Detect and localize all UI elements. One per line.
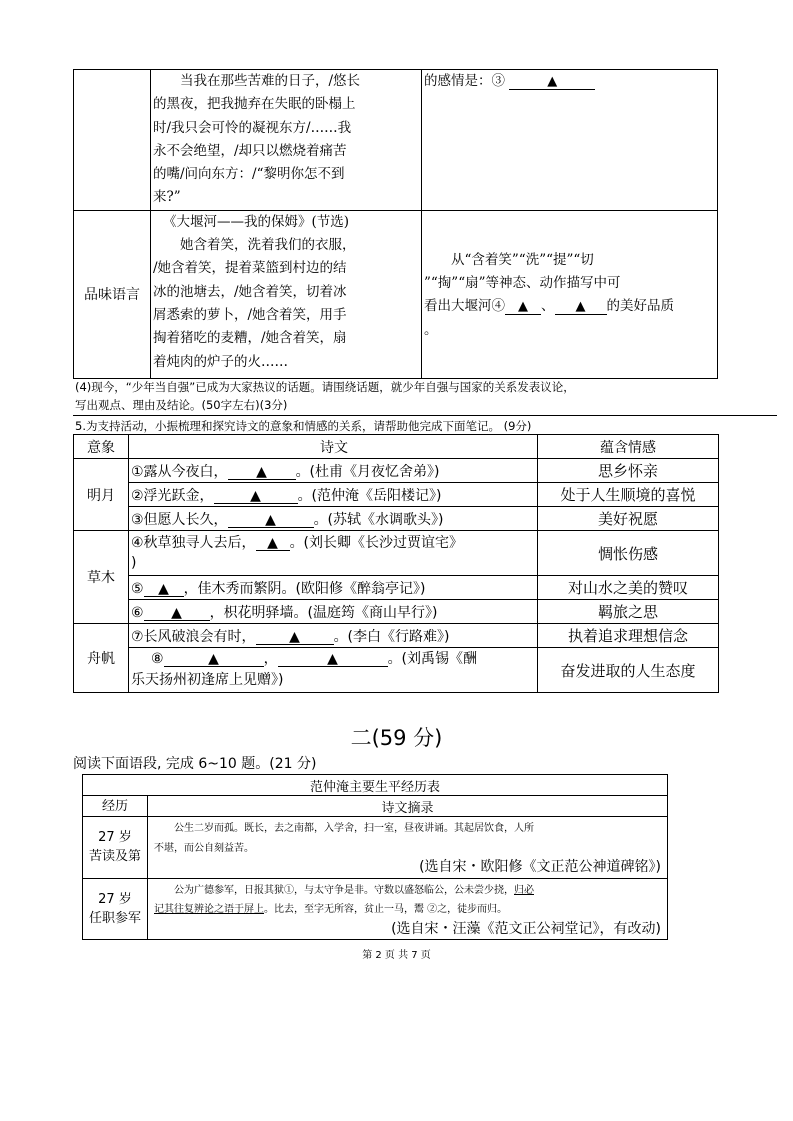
analysis-cell xyxy=(422,210,718,378)
triangle-icon: ▲ xyxy=(518,299,528,315)
poem-line: 掏着猪吃的麦糟，/她含着笑，扇 xyxy=(153,330,347,347)
col-header: 经历 xyxy=(83,796,148,817)
table-row xyxy=(74,459,719,483)
poem-text: 。(李白《行路难》) xyxy=(333,628,450,645)
emotion-cell: 奋发进取的人生态度 xyxy=(538,648,719,693)
excerpt-line: 公生二岁而孤。既长，去之南都，入学舍，扫一室，昼夜讲诵。其起居饮食，人所 xyxy=(174,823,534,834)
triangle-icon: ▲ xyxy=(208,651,219,667)
poem-text: ， xyxy=(263,651,278,667)
poem-line: 着炖肉的炉子的火…… xyxy=(153,353,288,370)
experience-cell xyxy=(83,878,148,940)
table-row xyxy=(74,210,718,378)
underlined-text: 归必 xyxy=(514,884,534,896)
triangle-icon: ▲ xyxy=(171,604,182,621)
poem-line: 时/我只会可怜的凝视东方/……我 xyxy=(153,119,352,136)
table-row xyxy=(83,878,668,940)
poem-cell xyxy=(129,531,538,576)
poem-cell xyxy=(129,507,538,531)
triangle-icon: ▲ xyxy=(265,511,276,528)
poem-text: 。(范仲淹《岳阳楼记》) xyxy=(297,487,442,504)
table-row xyxy=(74,576,719,600)
excerpt-line xyxy=(154,881,661,901)
triangle-icon: ▲ xyxy=(250,487,261,504)
answer-blank[interactable] xyxy=(164,652,264,667)
poem-title: 《大堰河——我的保姆》(节选) xyxy=(163,213,350,230)
table-header-row xyxy=(74,435,719,459)
triangle-icon: ▲ xyxy=(289,628,300,645)
poem-text: ，佳木秀而繁阴。(欧阳修《醉翁亭记》) xyxy=(183,580,426,597)
poem-text: ⑤ xyxy=(131,580,144,597)
analysis-text: 的感情是：③ xyxy=(424,73,505,89)
q5-table xyxy=(73,434,719,693)
answer-blank[interactable] xyxy=(256,536,290,551)
underlined-text: 记其往复辨论之语于屏上 xyxy=(154,904,264,915)
poem-text: ①露从今夜白， xyxy=(131,463,228,480)
analysis-text: 看出大堰河④ xyxy=(424,298,505,315)
table-row xyxy=(83,817,668,879)
page-footer: 第 2 页 共 7 页 xyxy=(362,950,431,961)
table-row xyxy=(74,531,719,576)
answer-blank[interactable] xyxy=(278,652,388,667)
col-header: 诗文 xyxy=(129,435,538,459)
poem-line: 屑悉索的萝卜，/她含着笑，用手 xyxy=(153,306,347,323)
answer-blank[interactable] xyxy=(144,582,184,597)
section-instruction: 阅读下面语段, 完成 6~10 题。(21 分) xyxy=(73,756,317,772)
triangle-icon: ▲ xyxy=(158,580,169,597)
poem-text: 。(苏轼《水调歌头》) xyxy=(313,511,444,528)
triangle-icon: ▲ xyxy=(327,651,338,667)
poem-cell xyxy=(151,70,422,211)
excerpt-line: 不堪，而公自刻益苦。 xyxy=(154,842,254,854)
answer-blank[interactable] xyxy=(144,606,210,621)
poem-line: 冰的池塘去，/她含着笑，切着冰 xyxy=(153,283,347,300)
triangle-icon: ▲ xyxy=(575,299,586,315)
source-citation: (选自宋・欧阳修《文正范公神道碑铭》) xyxy=(419,859,661,875)
image-cell: 明月 xyxy=(74,459,129,531)
source-citation: (选自宋・汪藻《范文正公祠堂记》，有改动) xyxy=(391,920,661,937)
poem-line: /她含着笑，提着菜篮到村边的结 xyxy=(153,260,347,277)
analysis-line xyxy=(424,295,715,318)
triangle-icon: ▲ xyxy=(547,74,558,89)
table-row xyxy=(74,624,719,648)
age-label: 27 岁 xyxy=(98,891,132,907)
answer-blank[interactable] xyxy=(509,74,595,90)
poem-line: 的黑夜，把我抛弃在失眠的卧榻上 xyxy=(153,96,356,113)
poem-text: ，枳花明驿墙。(温庭筠《商山早行》) xyxy=(209,604,438,621)
poem-text: ⑦长风破浪会有时， xyxy=(131,628,256,645)
poem-line: 永不会绝望，/却只以燃烧着痛苦 xyxy=(153,142,347,159)
answer-blank[interactable] xyxy=(256,630,334,645)
category-cell-empty xyxy=(74,70,151,211)
excerpt-text: 。比去，至字无所容，贫止一马，鬻 ②之，徒步而归。 xyxy=(264,904,508,915)
event-label: 任职参军 xyxy=(88,910,141,926)
poem-text: ④秋草独寻人去后， xyxy=(131,535,256,551)
analysis-text: 、 xyxy=(541,298,555,315)
table-row xyxy=(74,483,719,507)
top-table xyxy=(73,69,718,379)
poem-text: 。(刘长卿《长沙过贾谊宅》 xyxy=(289,535,464,551)
biography-table xyxy=(82,774,668,940)
table-header-row xyxy=(83,796,668,817)
event-label: 苦读及第 xyxy=(88,849,141,865)
analysis-text: 的美好品质 xyxy=(606,298,674,315)
section-title: 二(59 分) xyxy=(350,726,443,750)
poem-text: 。(杜甫《月夜忆舍弟》) xyxy=(295,463,440,480)
table-title-row xyxy=(83,775,668,796)
emotion-cell: 惆怅伤感 xyxy=(538,531,719,576)
poem-cell xyxy=(151,210,422,378)
triangle-icon: ▲ xyxy=(256,463,267,480)
poem-text: 。(刘禹锡《酬 xyxy=(387,651,478,667)
image-cell: 舟帆 xyxy=(74,624,129,693)
age-label: 27 岁 xyxy=(98,830,132,846)
poem-line: 当我在那些苦难的日子，/悠长 xyxy=(180,73,361,89)
q4-line: 写出观点、理由及结论。(50字左右)(3分) xyxy=(75,398,288,412)
emotion-cell: 对山水之美的赞叹 xyxy=(538,576,719,600)
poem-text: ⑧ xyxy=(151,651,164,667)
analysis-cell xyxy=(422,70,718,211)
poem-line: 的嘴/问向东方：/“黎明你怎不到 xyxy=(153,166,345,183)
emotion-cell: 思乡怀亲 xyxy=(538,459,719,483)
analysis-line: 从“含着笑”“洗”“提”“切 xyxy=(451,251,594,268)
analysis-line: ”“掏”“扇”等神态、动作描写中可 xyxy=(424,275,621,292)
col-header: 诗文摘录 xyxy=(148,796,668,817)
image-cell: 草木 xyxy=(74,531,129,624)
poem-cell xyxy=(129,648,538,693)
excerpt-cell xyxy=(148,878,668,940)
poem-line: 她含着笑，洗着我们的衣服， xyxy=(180,237,356,254)
answer-blank[interactable] xyxy=(228,465,296,480)
col-header: 蕴含情感 xyxy=(538,435,719,459)
poem-line: 来?” xyxy=(153,189,181,206)
poem-text: 乐天扬州初逢席上见赠》) xyxy=(131,672,284,688)
poem-cell xyxy=(129,600,538,624)
emotion-cell: 美好祝愿 xyxy=(538,507,719,531)
poem-text: ③但愿人长久， xyxy=(131,511,228,528)
answer-blank[interactable] xyxy=(214,489,298,504)
answer-blank[interactable] xyxy=(228,513,314,528)
poem-cell xyxy=(129,459,538,483)
poem-text: ②浮光跃金， xyxy=(131,487,214,504)
table-row xyxy=(74,70,718,211)
experience-cell xyxy=(83,817,148,879)
emotion-cell: 羁旅之思 xyxy=(538,600,719,624)
category-cell: 品味语言 xyxy=(74,210,151,378)
divider xyxy=(73,415,777,416)
emotion-cell: 执着追求理想信念 xyxy=(538,624,719,648)
table-row xyxy=(74,600,719,624)
answer-blank[interactable] xyxy=(505,299,541,315)
poem-text: ) xyxy=(131,555,137,571)
table-row xyxy=(74,648,719,693)
poem-cell xyxy=(129,624,538,648)
analysis-line: 。 xyxy=(424,321,438,338)
emotion-cell: 处于人生顺境的喜悦 xyxy=(538,483,719,507)
table-row xyxy=(74,507,719,531)
poem-cell xyxy=(129,483,538,507)
poem-cell xyxy=(129,576,538,600)
table-title: 范仲淹主要生平经历表 xyxy=(83,775,668,796)
excerpt-text: 公为广德参军，日报其狱①，与太守争是非。守数以盛怒临公，公未尝少挠， xyxy=(174,884,514,896)
poem-text: ⑥ xyxy=(131,604,144,621)
triangle-icon: ▲ xyxy=(267,535,278,551)
q4-line: (4)现今，“少年当自强”已成为大家热议的话题。请围绕话题，就少年自强与国家的关系发表议论， xyxy=(75,380,575,394)
col-header: 意象 xyxy=(74,435,129,459)
excerpt-cell xyxy=(148,817,668,879)
answer-blank[interactable] xyxy=(555,299,607,315)
excerpt-line xyxy=(154,900,661,920)
q5-title: 5.为支持活动，小振梳理和探究诗文的意象和情感的关系，请帮助他完成下面笔记。 (9分) xyxy=(75,419,532,433)
